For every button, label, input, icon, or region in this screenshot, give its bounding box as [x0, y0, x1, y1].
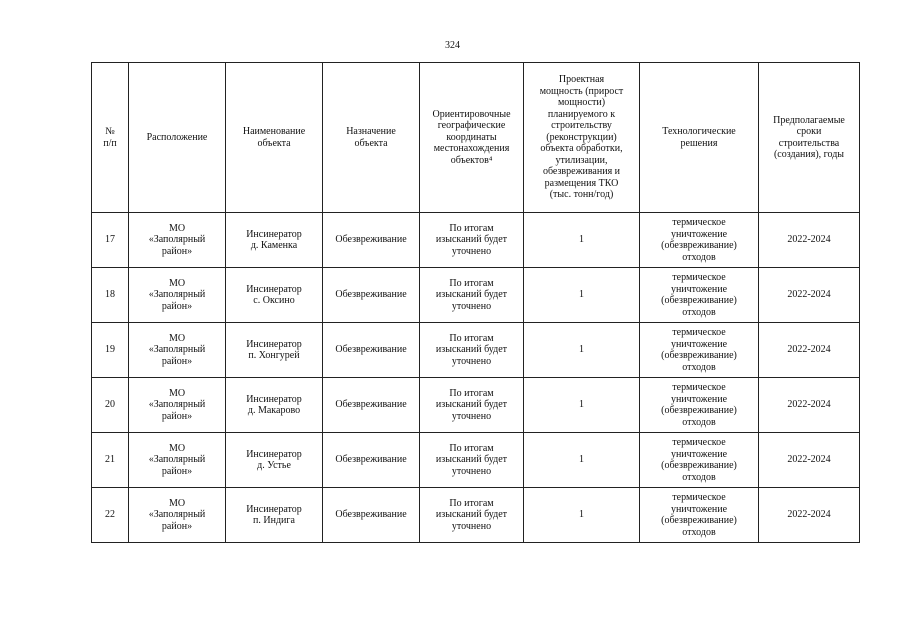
cell-location: МО «Заполярный район»	[129, 213, 226, 268]
cell-coordinates: По итогам изысканий будет уточнено	[420, 433, 524, 488]
table-row	[92, 323, 860, 378]
table-row	[92, 433, 860, 488]
cell-capacity: 1	[524, 323, 640, 378]
cell-coordinates: По итогам изысканий будет уточнено	[420, 213, 524, 268]
header-coordinates: Ориентировочные географические координаты местонахождения объектов⁴	[420, 63, 524, 213]
cell-object-name: Инсинератор п. Хонгурей	[226, 323, 323, 378]
cell-number: 21	[92, 433, 129, 488]
cell-construction-years: 2022-2024	[759, 488, 860, 543]
cell-location: МО «Заполярный район»	[129, 378, 226, 433]
cell-tech-solutions: термическое уничтожение (обезвреживание) отходов	[640, 433, 759, 488]
cell-tech-solutions: термическое уничтожение (обезвреживание) отходов	[640, 268, 759, 323]
cell-number: 17	[92, 213, 129, 268]
cell-object-name: Инсинератор с. Оксино	[226, 268, 323, 323]
cell-location: МО «Заполярный район»	[129, 268, 226, 323]
cell-object-name: Инсинератор д. Каменка	[226, 213, 323, 268]
cell-tech-solutions: термическое уничтожение (обезвреживание) отходов	[640, 378, 759, 433]
cell-capacity: 1	[524, 378, 640, 433]
cell-capacity: 1	[524, 488, 640, 543]
table-row	[92, 378, 860, 433]
cell-object-purpose: Обезвреживание	[323, 213, 420, 268]
cell-object-purpose: Обезвреживание	[323, 488, 420, 543]
cell-capacity: 1	[524, 268, 640, 323]
cell-tech-solutions: термическое уничтожение (обезвреживание) отходов	[640, 488, 759, 543]
header-tech-solutions: Технологические решения	[640, 63, 759, 213]
cell-location: МО «Заполярный район»	[129, 323, 226, 378]
cell-construction-years: 2022-2024	[759, 268, 860, 323]
cell-coordinates: По итогам изысканий будет уточнено	[420, 488, 524, 543]
cell-object-name: Инсинератор п. Индига	[226, 488, 323, 543]
cell-coordinates: По итогам изысканий будет уточнено	[420, 323, 524, 378]
page-number: 324	[445, 40, 460, 51]
cell-number: 20	[92, 378, 129, 433]
cell-capacity: 1	[524, 433, 640, 488]
cell-coordinates: По итогам изысканий будет уточнено	[420, 268, 524, 323]
table-row	[92, 213, 860, 268]
cell-capacity: 1	[524, 213, 640, 268]
cell-object-purpose: Обезвреживание	[323, 433, 420, 488]
cell-number: 19	[92, 323, 129, 378]
cell-object-purpose: Обезвреживание	[323, 323, 420, 378]
header-object-name: Наименование объекта	[226, 63, 323, 213]
cell-number: 18	[92, 268, 129, 323]
cell-tech-solutions: термическое уничтожение (обезвреживание) отходов	[640, 213, 759, 268]
cell-object-name: Инсинератор д. Макарово	[226, 378, 323, 433]
header-construction-years: Предполагаемые сроки строительства (создания), годы	[759, 63, 860, 213]
cell-object-purpose: Обезвреживание	[323, 378, 420, 433]
cell-construction-years: 2022-2024	[759, 213, 860, 268]
cell-object-purpose: Обезвреживание	[323, 268, 420, 323]
cell-construction-years: 2022-2024	[759, 378, 860, 433]
table-row	[92, 268, 860, 323]
header-object-purpose: Назначение объекта	[323, 63, 420, 213]
cell-location: МО «Заполярный район»	[129, 488, 226, 543]
cell-object-name: Инсинератор д. Устье	[226, 433, 323, 488]
header-row	[92, 63, 860, 213]
header-location: Расположение	[129, 63, 226, 213]
cell-coordinates: По итогам изысканий будет уточнено	[420, 378, 524, 433]
table-row	[92, 488, 860, 543]
cell-construction-years: 2022-2024	[759, 323, 860, 378]
header-number: № п/п	[92, 63, 129, 213]
cell-construction-years: 2022-2024	[759, 433, 860, 488]
facilities-table	[91, 62, 860, 543]
cell-tech-solutions: термическое уничтожение (обезвреживание) отходов	[640, 323, 759, 378]
cell-number: 22	[92, 488, 129, 543]
header-capacity: Проектная мощность (прирост мощности) планируемого к строительству (реконструкции) объекта обработки, утилизации, обезвреживания и размещения ТКО (тыс. тонн/год)	[524, 63, 640, 213]
cell-location: МО «Заполярный район»	[129, 433, 226, 488]
